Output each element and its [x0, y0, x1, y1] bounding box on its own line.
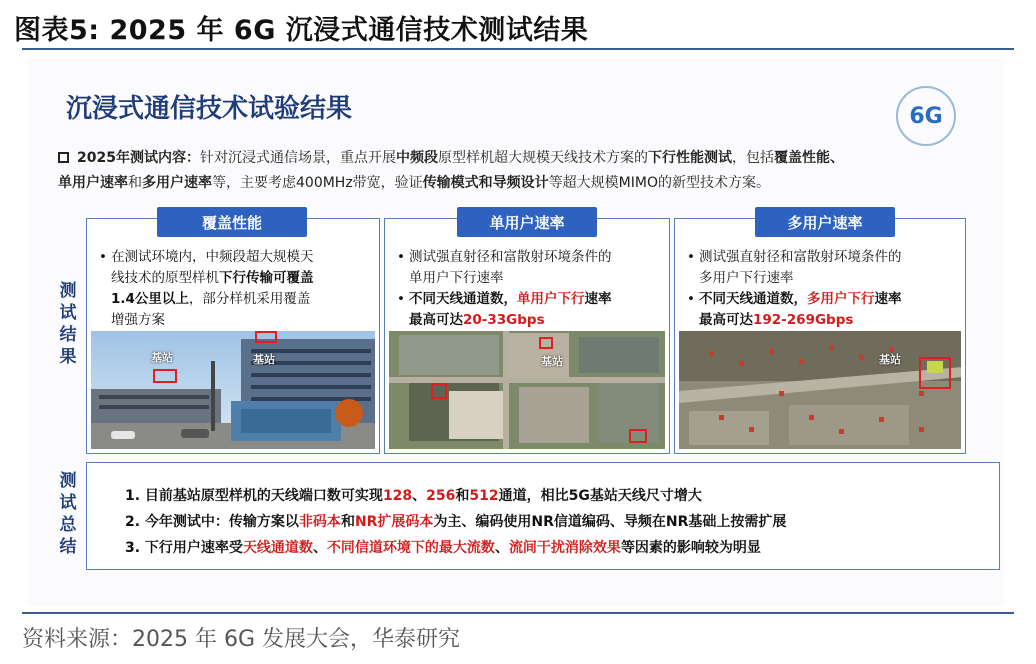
- intro-text: 针对沉浸式通信场景，重点开展: [199, 150, 396, 166]
- summary-text: 通道，相比5G基站天线尺寸增大: [498, 488, 702, 504]
- panel-red: 多用户下行: [807, 291, 875, 307]
- summary-text: 、: [412, 488, 427, 504]
- measurement-point-marker: [539, 337, 553, 349]
- summary-red: 256: [426, 488, 456, 504]
- summary-red: 流间干扰消除效果: [508, 540, 621, 556]
- panel-coverage: [86, 213, 380, 454]
- summary-red: 天线通道数: [242, 540, 313, 556]
- panel-text: • 在测试环境内，中频段超大规模天 线技术的原型样机下行传输可覆盖 1.4公里以上，部分样机采用覆盖 增强方案: [99, 249, 314, 328]
- summary-line-1: [125, 485, 702, 505]
- logo-text: 6G: [909, 103, 943, 129]
- street-photo-image: [91, 331, 375, 449]
- single-user-photo: [389, 331, 665, 449]
- intro-bold: 中频段: [395, 150, 438, 166]
- panel-tag: 单用户速率: [457, 207, 597, 237]
- intro-bold: 多用户速率: [142, 175, 212, 191]
- base-station-label: 基站: [253, 353, 275, 366]
- summary-text: 和: [455, 488, 470, 504]
- panel-line: 测试强直射径和富散射环境条件的: [409, 249, 612, 265]
- panel-single-user-rate: [384, 213, 670, 454]
- panel-text: • 测试强直射径和富散射环境条件的 多用户下行速率 • 不同天线通道数，多用户下行速率 最高可达192-269Gbps: [687, 249, 902, 328]
- multi-user-photo: [679, 331, 961, 449]
- panel-red: 单用户下行: [517, 291, 585, 307]
- panel-bold: 不同天线通道数，: [699, 291, 807, 307]
- summary-text: 3. 下行用户速率受: [125, 540, 243, 556]
- panel-line: ，部分样机采用覆盖: [188, 291, 311, 307]
- panel-line: 在测试环境内，中频段超大规模天: [111, 249, 314, 265]
- base-station-marker: [255, 331, 277, 343]
- panel-red: 192-269Gbps: [753, 312, 854, 328]
- summary-text: 2. 今年测试中：传输方案以: [125, 514, 299, 530]
- base-station-label: 基站: [879, 353, 901, 366]
- intro-paragraph: [58, 146, 988, 196]
- panel-line: 增强方案: [111, 312, 165, 328]
- base-station-marker: [431, 383, 447, 399]
- summary-line-3: [125, 537, 761, 557]
- bottom-divider: [22, 612, 1014, 614]
- summary-text: 、: [312, 540, 327, 556]
- side-label-results: 测试结果: [59, 281, 77, 367]
- slide: [28, 58, 1004, 606]
- summary-text: 、: [494, 540, 509, 556]
- panel-text: • 测试强直射径和富散射环境条件的 单用户下行速率 • 不同天线通道数，单用户下行速率 最高可达20-33Gbps: [397, 249, 612, 328]
- summary-text: 等因素的影响较为明显: [620, 540, 761, 556]
- summary-text: 1. 目前基站原型样机的天线端口数可实现: [125, 488, 383, 504]
- side-label-summary: 测试总结: [59, 471, 77, 557]
- panel-bold: 不同天线通道数，: [409, 291, 517, 307]
- panel-tag: 多用户速率: [755, 207, 895, 237]
- intro-text: ，包括: [731, 150, 774, 166]
- coverage-photo: [91, 331, 375, 449]
- summary-red: 不同信道环境下的最大流数: [326, 540, 495, 556]
- base-station-label: 基站: [541, 355, 563, 368]
- panel-line: 多用户下行速率: [699, 270, 794, 286]
- panel-bold: 最高可达: [699, 312, 753, 328]
- intro-bold: 覆盖性能、: [773, 150, 844, 166]
- intro-lead: 2025年测试内容：: [77, 150, 200, 166]
- top-divider: [22, 48, 1014, 50]
- aerial-plaza-image: [679, 331, 961, 449]
- measurement-point-marker: [629, 429, 647, 443]
- intro-text: 等，主要考虑400MHz带宽，验证: [212, 175, 423, 191]
- summary-text: 和: [340, 514, 355, 530]
- panel-line: 线技术的原型样机: [111, 270, 219, 286]
- base-station-marker: [153, 369, 177, 383]
- panel-red: 20-33Gbps: [463, 312, 545, 328]
- summary-red: NR扩展码本: [354, 514, 434, 530]
- panel-bold: 速率: [874, 291, 902, 307]
- intro-bold: 单用户速率: [58, 175, 128, 191]
- summary-red: 非码本: [298, 514, 341, 530]
- summary-line-2: [125, 511, 786, 531]
- summary-red: 128: [382, 488, 413, 504]
- intro-bold: 传输模式和导频设计: [422, 175, 549, 191]
- panel-multi-user-rate: [674, 213, 966, 454]
- intro-bold: 下行性能测试: [647, 150, 732, 166]
- panel-tag: 覆盖性能: [157, 207, 307, 237]
- summary-text: 为主、编码使用NR信道编码、导频在NR基础上按需扩展: [433, 514, 787, 530]
- figure-title: 图表5: 2025 年 6G 沉浸式通信技术测试结果: [14, 15, 589, 46]
- slide-title: 沉浸式通信技术试验结果: [66, 94, 353, 124]
- summary-red: 512: [469, 488, 499, 504]
- panel-bold: 最高可达: [409, 312, 463, 328]
- base-station-marker: [919, 357, 951, 389]
- 6g-logo: [896, 86, 956, 146]
- panel-line: 单用户下行速率: [409, 270, 504, 286]
- panel-bold: 1.4公里以上: [111, 291, 189, 307]
- panel-bold: 速率: [584, 291, 612, 307]
- panel-line: 测试强直射径和富散射环境条件的: [699, 249, 902, 265]
- intro-text: 等超大规模MIMO的新型技术方案。: [548, 175, 770, 191]
- panel-bold: 下行传输可覆盖: [219, 270, 314, 286]
- intro-text: 原型样机超大规模天线技术方案的: [437, 150, 648, 166]
- intro-text: 和: [128, 175, 142, 191]
- checkbox-square-icon: [58, 152, 69, 163]
- base-station-label: 基站: [151, 351, 173, 364]
- test-summary-box: [86, 462, 1000, 570]
- source-note: 资料来源：2025 年 6G 发展大会，华泰研究: [22, 627, 461, 652]
